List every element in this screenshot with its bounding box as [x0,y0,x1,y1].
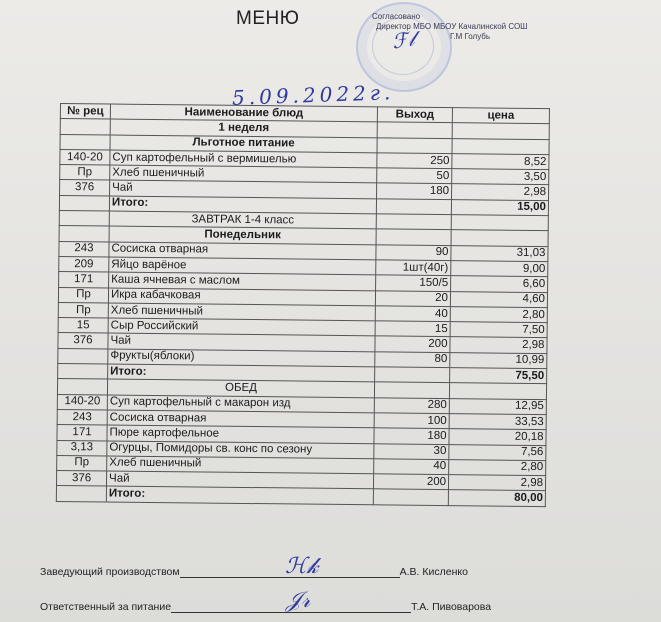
total-price: 80,00 [448,490,545,506]
dish-output: 20 [375,290,450,306]
dish-output: 150/5 [376,275,451,291]
dish-price: 6,60 [451,276,548,292]
total-price: 75,50 [450,368,547,384]
recipe-code: Пр [60,165,110,181]
dish-price: 9,00 [451,261,548,277]
code-cell [59,226,109,242]
dish-name: Икра кабачковая [108,288,375,306]
approval-line-2: Директор МБО МБОУ Качалинской СОШ [376,22,528,31]
section-title: 1 неделя [110,119,377,137]
recipe-code: 243 [57,409,107,425]
dish-output: 200 [373,474,448,490]
dish-name: Чай [106,471,373,489]
col-code-header: № рец [60,104,110,120]
section-title: ОБЕД [107,379,374,397]
dish-price: 10,99 [450,352,547,368]
dish-name: Чай [108,333,375,351]
recipe-code: 376 [60,180,110,196]
manager-signature-line [40,566,468,578]
recipe-code: Пр [58,287,108,303]
recipe-code: Пр [57,455,107,471]
director-signature: ℱ𝓁 [390,26,416,54]
code-cell [60,134,110,150]
price-cell [449,383,546,399]
recipe-code: 243 [59,241,109,257]
dish-output: 1шт(40г) [376,260,451,276]
dish-name: Огурцы, Помидоры св. конс по сезону [107,441,374,459]
recipe-code: 376 [56,471,106,487]
total-price: 15,00 [451,199,548,215]
dish-output: 250 [377,153,452,169]
dish-name: Хлеб пшеничный [107,456,374,474]
total-label: Итого: [106,486,373,504]
col-output-header: Выход [377,107,452,123]
recipe-code: 209 [59,256,109,272]
responsible-label: Ответственный за питание [40,601,172,613]
dish-output: 15 [375,321,450,337]
dish-name: Сосиска отварная [107,410,374,428]
col-name-header: Наименование блюд [110,104,377,122]
dish-name: Сосиска отварная [109,242,376,260]
dish-output: 80 [375,352,450,368]
dish-price: 4,60 [450,291,547,307]
total-label: Итого: [108,364,375,382]
recipe-code: 171 [57,425,107,441]
price-cell [452,123,549,139]
recipe-code: 171 [59,272,109,288]
dish-price: 2,80 [449,459,546,475]
handwritten-date: 5.09.2022г. [231,80,395,110]
code-cell [57,379,107,395]
recipe-code: Пр [58,302,108,318]
section-title: Льготное питание [110,135,377,153]
output-cell [376,199,451,215]
dish-output: 30 [374,443,449,459]
dish-price: 2,80 [450,306,547,322]
output-cell [375,367,450,383]
recipe-code: 3,13 [57,440,107,456]
dish-name: Суп картофельный с вермишелью [110,150,377,168]
manager-signature: ℋ𝓀 [285,554,319,579]
responsible-signature-line [40,601,491,613]
dish-name: Суп картофельный с макарон изд [107,395,374,413]
output-cell [373,489,448,505]
dish-price: 8,52 [452,153,549,169]
dish-output: 100 [374,413,449,429]
dish-output: 50 [377,168,452,184]
manager-name: А.В. Кисленко [399,566,468,578]
dish-output: 90 [376,244,451,260]
recipe-code: 140-20 [57,394,107,410]
code-cell [56,486,106,502]
output-cell [376,214,451,230]
col-price-header: цена [452,108,549,124]
dish-price: 3,50 [452,169,549,185]
section-title: Понедельник [109,226,376,244]
dish-name: Пюре картофельное [107,425,374,443]
manager-label: Заведующий производством [40,566,180,578]
recipe-code [58,348,108,364]
dish-name: Хлеб пшеничный [110,165,377,183]
document-title: МЕНЮ [236,8,300,29]
dish-name: Каша ячневая с маслом [109,272,376,290]
dish-output: 200 [375,336,450,352]
dish-output: 280 [374,397,449,413]
menu-table [56,103,550,507]
approval-line-3: Г.М Голубь [450,32,491,41]
dish-price: 2,98 [450,337,547,353]
dish-output: 180 [374,428,449,444]
price-cell [452,138,549,154]
recipe-code: 140-20 [60,149,110,165]
dish-output: 40 [374,459,449,475]
dish-name: Фрукты(яблоки) [108,349,375,367]
output-cell [377,122,452,138]
code-cell [59,195,109,211]
output-cell [376,229,451,245]
dish-price: 20,18 [449,429,546,445]
responsible-signature: 𝒥𝓇 [286,588,311,613]
recipe-code: 376 [58,333,108,349]
output-cell [374,382,449,398]
dish-output: 40 [375,306,450,322]
dish-name: Чай [110,181,377,199]
recipe-code: 15 [58,318,108,334]
price-cell [451,230,548,246]
dish-price: 7,50 [450,322,547,338]
dish-name: Яйцо варёное [109,257,376,275]
responsible-name: Т.А. Пивоварова [411,601,492,613]
dish-price: 2,98 [448,475,545,491]
code-cell [60,119,110,135]
dish-name: Сыр Российский [108,318,375,336]
dish-price: 31,03 [451,245,548,261]
output-cell [377,137,452,153]
code-cell [59,211,109,227]
section-title: ЗАВТРАК 1-4 класс [109,211,376,229]
dish-output: 180 [377,183,452,199]
dish-price: 33,53 [449,414,546,430]
code-cell [58,364,108,380]
approval-line-1: Согласовано [372,12,421,21]
dish-price: 12,95 [449,398,546,414]
dish-price: 2,98 [452,184,549,200]
dish-name: Хлеб пшеничный [108,303,375,321]
total-label: Итого: [109,196,376,214]
dish-price: 7,56 [449,444,546,460]
price-cell [451,215,548,231]
